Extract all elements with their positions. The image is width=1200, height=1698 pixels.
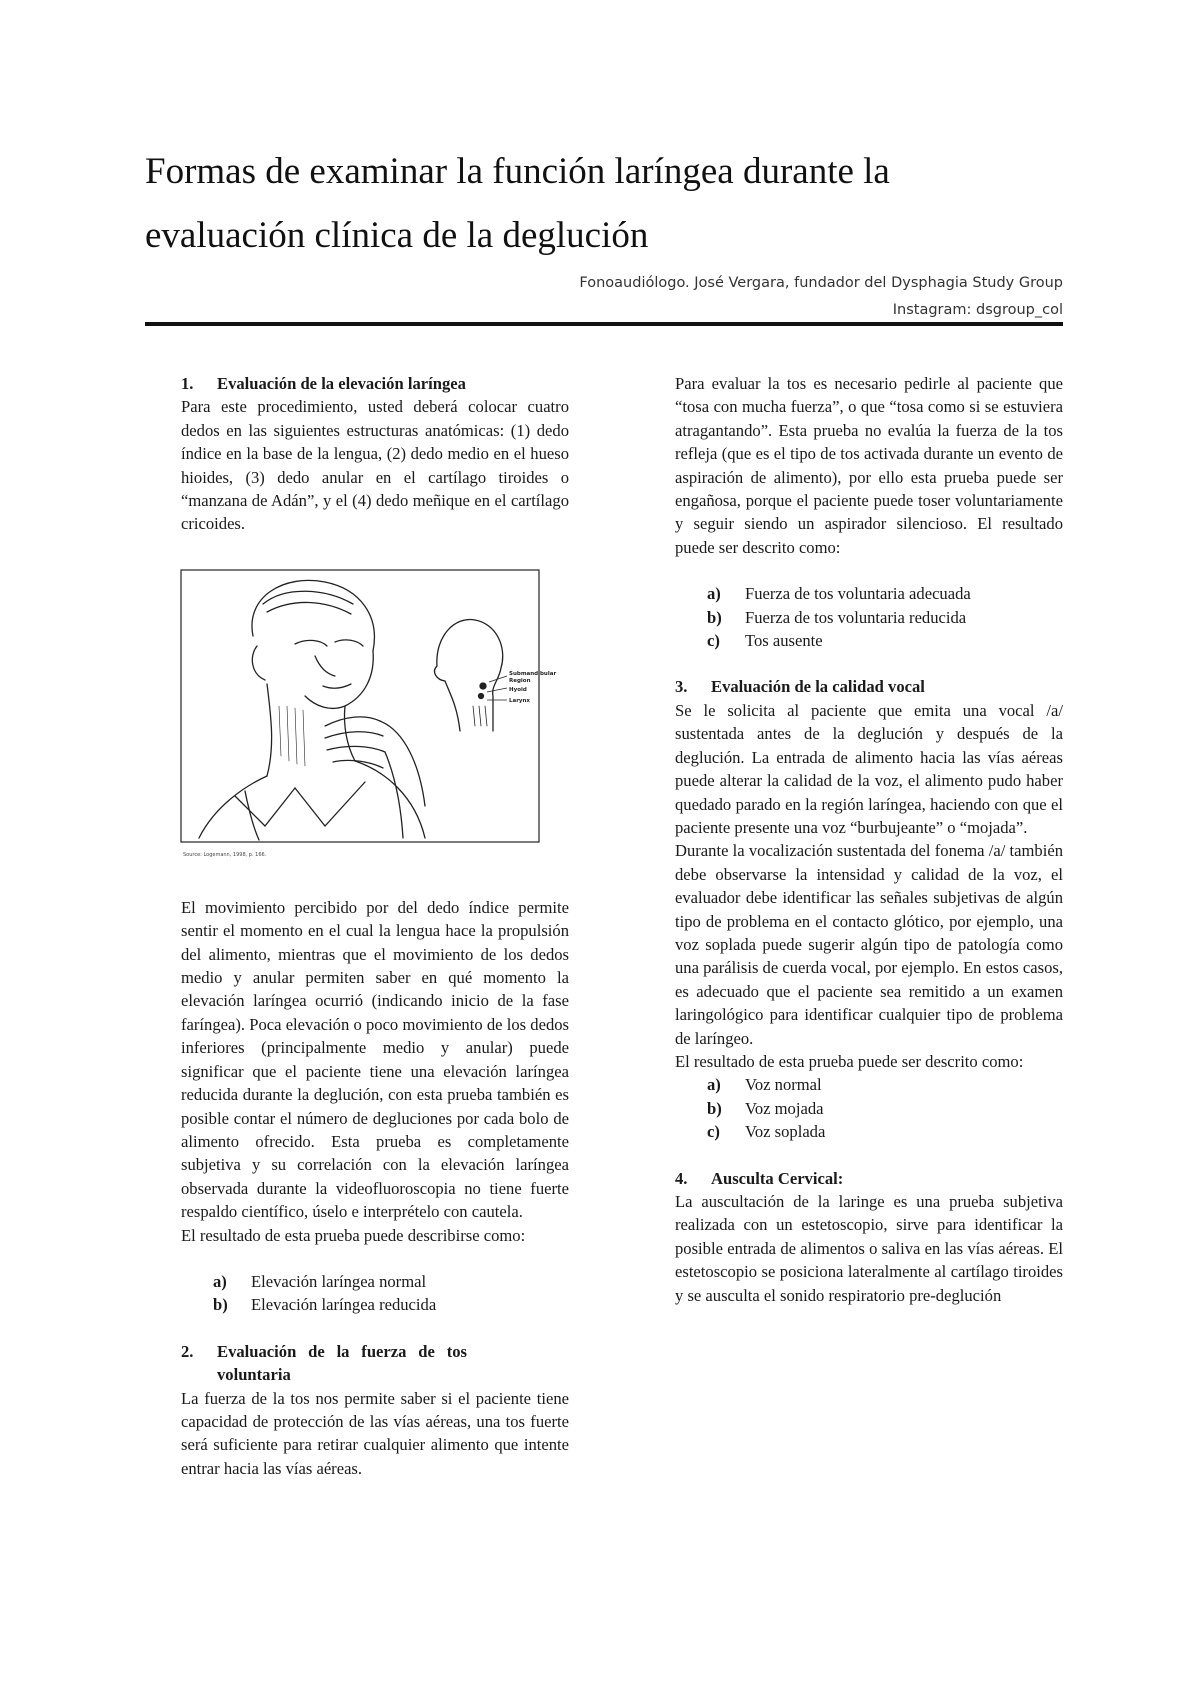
title-line-1: Formas de examinar la función laríngea durante la (145, 151, 890, 192)
section-1-heading (181, 372, 569, 395)
section-4-heading (675, 1167, 1063, 1190)
section-3-list (675, 1073, 1063, 1143)
label-submandibular: Submandibular (509, 670, 557, 677)
larynx-illustration-svg (175, 556, 563, 886)
list-item (181, 1293, 569, 1316)
list-text: Tos ausente (745, 631, 823, 651)
list-text: Voz normal (745, 1075, 822, 1095)
author-block (579, 270, 1063, 324)
list-letter: c) (707, 631, 720, 651)
section-2-number: 2. (181, 1341, 194, 1361)
section-2-heading (181, 1340, 569, 1387)
label-hyoid: Hyoid (509, 686, 527, 693)
list-item (181, 1270, 569, 1293)
author-name: Fonoaudiólogo. José Vergara, fundador del Dysphagia Study Group (579, 275, 1063, 291)
list-letter: b) (213, 1295, 228, 1315)
list-text: Elevación laríngea normal (251, 1271, 427, 1291)
section-4-number: 4. (675, 1168, 688, 1188)
section-4-title: Ausculta Cervical: (711, 1168, 844, 1188)
section-3-body-a: Se le solicita al paciente que emita una vocal /a/ sustentada antes de la deglución y después de la deglución. La entrada de alimento hacia las vías aéreas puede alterar la calidad de la voz, el alimento pudo haber quedado parado en la región laríngea, haciendo con que el paciente presente una voz “burbujeante” o “mojada”. (675, 700, 1063, 837)
list-text: Fuerza de tos voluntaria reducida (745, 607, 967, 627)
list-text: Fuerza de tos voluntaria adecuada (745, 584, 971, 604)
section-1-intro: Para este procedimiento, usted deberá colocar cuatro dedos en las siguientes estructuras anatómicas: (1) dedo índice en la base de la lengua, (2) dedo medio en el hueso hioides, (3) dedo anular en el cartílago tiroides o “manzana de Adán”, y el (4) dedo meñique en el cartílago cricoides. (181, 397, 569, 534)
section-3-result: El resultado de esta prueba puede ser descrito como: (675, 1051, 1024, 1071)
section-1-title: Evaluación de la elevación laríngea (217, 374, 466, 393)
list-letter: b) (707, 607, 722, 627)
section-1-result: El resultado de esta prueba puede describirse como: (181, 1225, 526, 1245)
list-item (675, 629, 1063, 652)
section-2-title: Evaluación de la fuerza de tos voluntaria (217, 1341, 467, 1385)
figure-source: Source: Logemann, 1998, p. 166. (183, 851, 267, 858)
list-letter: a) (213, 1271, 227, 1291)
label-larynx: Larynx (509, 697, 530, 704)
section-3-heading (675, 675, 1063, 698)
section-4-body: La auscultación de la laringe es una prueba subjetiva realizada con un estetoscopio, sirve para identificar la posible entrada de alimentos o saliva en las vías aéreas. El estetoscopio se posiciona lateralmente al cartílago tiroides y se ausculta el sonido respiratorio pre-deglución (675, 1192, 1063, 1305)
list-text: Elevación laríngea reducida (251, 1295, 437, 1315)
right-column (675, 372, 1063, 1307)
section-1-body: El movimiento percibido por del dedo índice permite sentir el momento en el cual la lengua hace la propulsión del alimento, mientras que el movimiento de los dedos medio y anular permiten saber en qué momento la elevación laríngea ocurrió (indicando inicio de la fase faríngea). Poca elevación o poco movimiento de los dedos inferiores (principalmente medio y anular) puede significar que el paciente tiene una elevación laríngea reducida durante la deglución, con esta prueba también es posible contar el número de degluciones por cada bolo de alimento ofrecido. Esta prueba es completamente subjetiva y su correlación con la elevación laríngea observada durante la videofluoroscopia no tiene fuerte respaldo científico, úselo e interprételo con cautela. (181, 897, 569, 1222)
section-2-body-a: La fuerza de la tos nos permite saber si el paciente tiene capacidad de protección de las vías aéreas, una tos fuerte será suficiente para retirar cualquier alimento que intente entrar hacia las vías aéreas. (181, 1388, 569, 1478)
section-3-title: Evaluación de la calidad vocal (711, 677, 925, 697)
section-3-body-b: Durante la vocalización sustentada del fonema /a/ también debe observarse la intensidad y calidad de la voz, el evaluador debe identificar las señales subjetivas de algún tipo de problema en el contacto glótico, por ejemplo, una voz soplada puede sugerir algún tipo de patología como una parálisis de cuerda vocal, por ejemplo. En estos casos, es adecuado que el paciente sea remitido a un examen laringológico para identificar cualquier tipo de problema de laríngeo. (675, 841, 1063, 1048)
section-1-number: 1. (181, 374, 194, 393)
list-letter: c) (707, 1122, 720, 1142)
author-instagram: Instagram: dsgroup_col (892, 302, 1063, 318)
label-region: Region (509, 677, 531, 684)
list-item (675, 582, 1063, 605)
list-letter: a) (707, 1075, 721, 1095)
section-3-number: 3. (675, 677, 688, 697)
section-2-body-b: Para evaluar la tos es necesario pedirle al paciente que “tosa con mucha fuerza”, o que “tosa como si se estuviera atragantando”. Esta prueba no evalúa la fuerza de la tos refleja (que es el tipo de tos activada durante un evento de aspiración de alimento), por ello esta prueba puede ser engañosa, porque el paciente puede toser voluntariamente y seguir siendo un aspirador silencioso. El resultado puede ser descrito como: (675, 374, 1063, 557)
left-column (181, 372, 569, 1480)
title-line-2: evaluación clínica de la deglución (145, 215, 649, 256)
document-title (145, 140, 1075, 268)
title-divider (145, 322, 1063, 326)
list-item (675, 1073, 1063, 1096)
list-text: Voz soplada (745, 1122, 826, 1142)
list-item (675, 606, 1063, 629)
list-item (675, 1120, 1063, 1143)
section-2-list (675, 582, 1063, 652)
list-letter: b) (707, 1098, 722, 1118)
list-item (675, 1097, 1063, 1120)
list-text: Voz mojada (745, 1098, 824, 1118)
larynx-illustration (175, 556, 563, 886)
list-letter: a) (707, 584, 721, 604)
section-1-list (181, 1270, 569, 1317)
